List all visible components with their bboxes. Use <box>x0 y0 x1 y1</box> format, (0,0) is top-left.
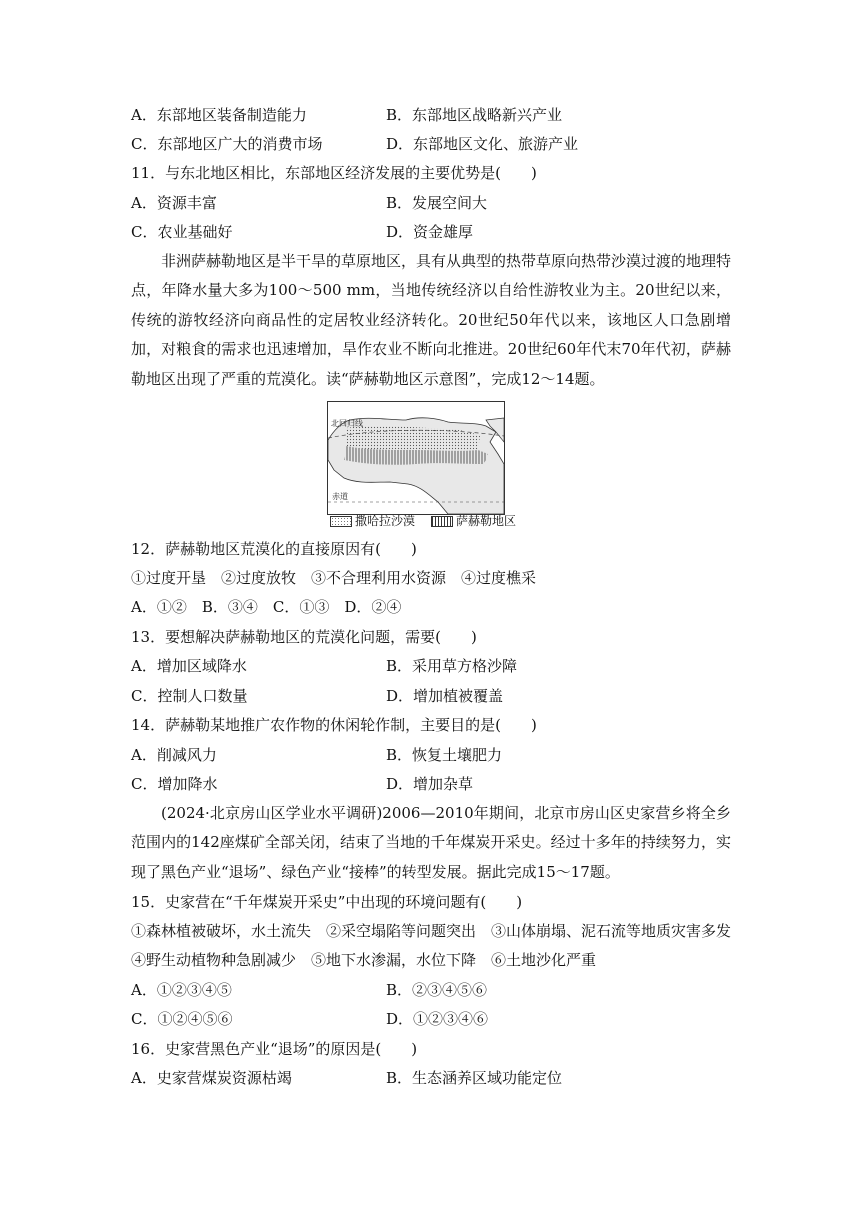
q10-option-d: D．东部地区文化、旅游产业 <box>386 135 579 153</box>
legend-sahel-label: 萨赫勒地区 <box>456 514 517 528</box>
q15-items-line2: ④野生动植物种急剧减少 ⑤地下水渗漏，水位下降 ⑥土地沙化严重 <box>131 951 597 969</box>
q12-options: A．①② B．③④ C．①③ D．②④ <box>131 598 402 616</box>
q15-items-line1: ①森林植被破坏，水土流失 ②采空塌陷等问题突出 ③山体崩塌、泥石流等地质灾害多发 <box>131 922 732 940</box>
q13-option-b: B．采用草方格沙障 <box>386 657 518 675</box>
tropic-label: 北回归线 <box>331 419 363 428</box>
legend-sahel <box>431 514 516 528</box>
q13-stem: 13．要想解决萨赫勒地区的荒漠化问题，需要( ) <box>131 628 477 646</box>
q11-option-a: A．资源丰富 <box>131 194 217 212</box>
q13-option-d: D．增加植被覆盖 <box>386 687 504 705</box>
q14-option-c: C．增加降水 <box>131 775 218 793</box>
passage-fangshan-text: (2024·北京房山区学业水平调研)2006—2010年期间，北京市房山区史家营乡将全乡范围内的142座煤矿全部关闭，结束了当地的千年煤炭开采史。经过十多年的持续努力，实现了黑色产业“退场”、绿色产业“接棒”的转型发展。据此完成15～17题。 <box>131 804 731 881</box>
q10-option-b: B．东部地区战略新兴产业 <box>386 106 563 124</box>
q15-option-c: C．①②④⑤⑥ <box>131 1010 233 1028</box>
q14-option-a: A．削减风力 <box>131 746 217 764</box>
q11-option-d: D．资金雄厚 <box>386 223 474 241</box>
q16-option-b: B．生态涵养区域功能定位 <box>386 1069 563 1087</box>
q12-items: ①过度开垦 ②过度放牧 ③不合理利用水资源 ④过度樵采 <box>131 569 537 587</box>
passage-sahel-text: 非洲萨赫勒地区是半干旱的草原地区，具有从典型的热带草原向热带沙漠过渡的地理特点，年降水量大多为100～500 mm，当地传统经济以自给性游牧业为主。20世纪以来，传统的游牧经济向商品性的定居牧业经济转化。20世纪50年代以来，该地区人口急剧增加，对粮食的需求也迅速增加，旱作农业不断向北推进。20世纪60年代末70年代初，萨赫勒地区出现了严重的荒漠化。读“萨赫勒地区示意图”，完成12～14题。 <box>131 252 732 388</box>
q14-option-b: B．恢复土壤肥力 <box>386 746 503 764</box>
q16-stem: 16．史家营黑色产业“退场”的原因是( ) <box>131 1040 418 1058</box>
q16-option-a: A．史家营煤炭资源枯竭 <box>131 1069 292 1087</box>
q15-option-d: D．①②③④⑥ <box>386 1010 489 1028</box>
equator-label: 赤道 <box>332 492 348 501</box>
passage-fangshan <box>131 799 731 887</box>
legend-sahel-swatch <box>431 516 453 527</box>
q11-option-c: C．农业基础好 <box>131 223 233 241</box>
q11-stem: 11．与东北地区相比，东部地区经济发展的主要优势是( ) <box>131 164 537 182</box>
q14-option-d: D．增加杂草 <box>386 775 474 793</box>
q11-option-b: B．发展空间大 <box>386 194 488 212</box>
sahel-map-graphic <box>328 402 504 514</box>
passage-sahel <box>131 247 731 394</box>
q13-option-c: C．控制人口数量 <box>131 687 248 705</box>
q10-option-c: C．东部地区广大的消费市场 <box>131 135 323 153</box>
sahel-map <box>327 401 505 515</box>
legend-sahara-swatch <box>330 516 352 527</box>
legend-sahara-label: 撒哈拉沙漠 <box>355 514 416 528</box>
q13-option-a: A．增加区域降水 <box>131 657 247 675</box>
q15-option-b: B．②③④⑤⑥ <box>386 981 488 999</box>
q10-option-a: A．东部地区装备制造能力 <box>131 106 307 124</box>
legend-sahara <box>330 514 415 528</box>
q15-option-a: A．①②③④⑤ <box>131 981 232 999</box>
q14-stem: 14．萨赫勒某地推广农作物的休闲轮作制，主要目的是( ) <box>131 716 537 734</box>
q12-stem: 12．萨赫勒地区荒漠化的直接原因有( ) <box>131 540 417 558</box>
q15-stem: 15．史家营在“千年煤炭开采史”中出现的环境问题有( ) <box>131 893 523 911</box>
